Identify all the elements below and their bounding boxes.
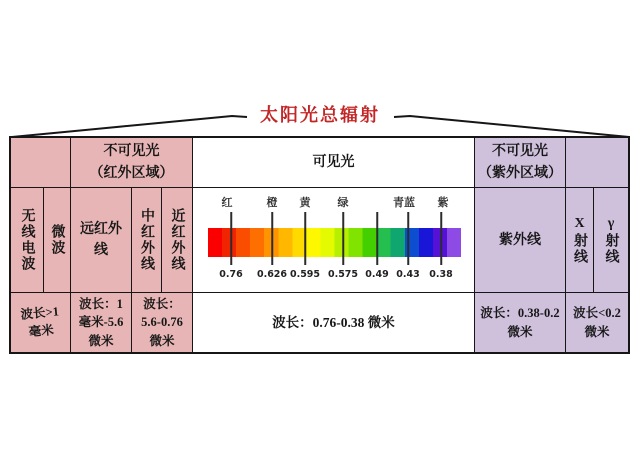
wavelength-xray-gamma-cell: 波长<0.2 微米 [566,293,628,352]
radio-wave-cell: 无线电波 [11,188,44,293]
mid-infrared-cell: 中红外线 [132,188,162,293]
visible-spectrum [193,188,474,292]
spectrum-color-label: 绿 [337,197,349,209]
spectrum-value: 0.49 [365,269,389,280]
spectrum-color-label: 红 [221,197,233,209]
spectrum-color-label: 橙 [266,197,278,209]
spectrum-value: 0.43 [396,269,420,280]
spectrum-tick [304,212,306,265]
uv-header-cell [475,138,566,188]
ultraviolet-cell: 紫外线 [475,188,566,293]
spectrum-value: 0.38 [429,269,453,280]
page-title: 太阳光总辐射 [260,105,380,125]
wavelength-radio-cell [11,293,71,352]
near-infrared-cell: 近红外线 [162,188,193,293]
infrared-header-cell [71,138,193,188]
visible-header-cell [193,138,475,188]
microwave-cell: 微波 [44,188,71,293]
spectrum-tick [407,212,409,265]
spectrum-color-label: 青蓝 [393,197,415,209]
spectrum-tick [271,212,273,265]
wavelength-visible-cell: 波长：0.76-0.38 微米 [193,293,475,352]
infrared-header-line2: （红外区域） [89,165,174,181]
spectrum-tick [440,212,442,265]
spectrum-value: 0.76 [219,269,243,280]
infrared-left-header-cell [11,138,71,188]
infrared-header-line1: 不可见光 [103,143,160,159]
wavelength-uv-cell: 波长：0.38-0.2 微米 [475,293,566,352]
uv-header-line2: （紫外区域） [478,165,562,181]
far-infrared-cell: 远红外线 [71,188,132,293]
wavelength-radio-label: 波长>1 毫米 [19,304,60,340]
wavelength-mid-near-infrared-cell: 波长：5.6-0.76 微米 [132,293,193,352]
spectrum-value: 0.626 [256,269,288,280]
spectrum-bar [208,228,461,257]
visible-spectrum-cell [193,188,475,293]
spectrum-tick [342,212,344,265]
uv-header-line1: 不可见光 [492,143,548,159]
wavelength-far-infrared-cell: 波长：1 毫米-5.6 微米 [71,293,132,352]
xray-cell: X射线 [566,188,594,293]
spectrum-value: 0.595 [289,269,321,280]
spectrum-color-label: 紫 [437,197,449,209]
visible-header-label: 可见光 [312,155,355,170]
gamma-ray-cell: γ射线 [594,188,628,293]
spectrum-tick [376,212,378,265]
spectrum-value: 0.575 [327,269,359,280]
spectrum-color-label: 黄 [299,197,311,209]
spectrum-tick [230,212,232,265]
uv-right-header-cell [566,138,628,188]
spectrum-table [9,136,630,354]
